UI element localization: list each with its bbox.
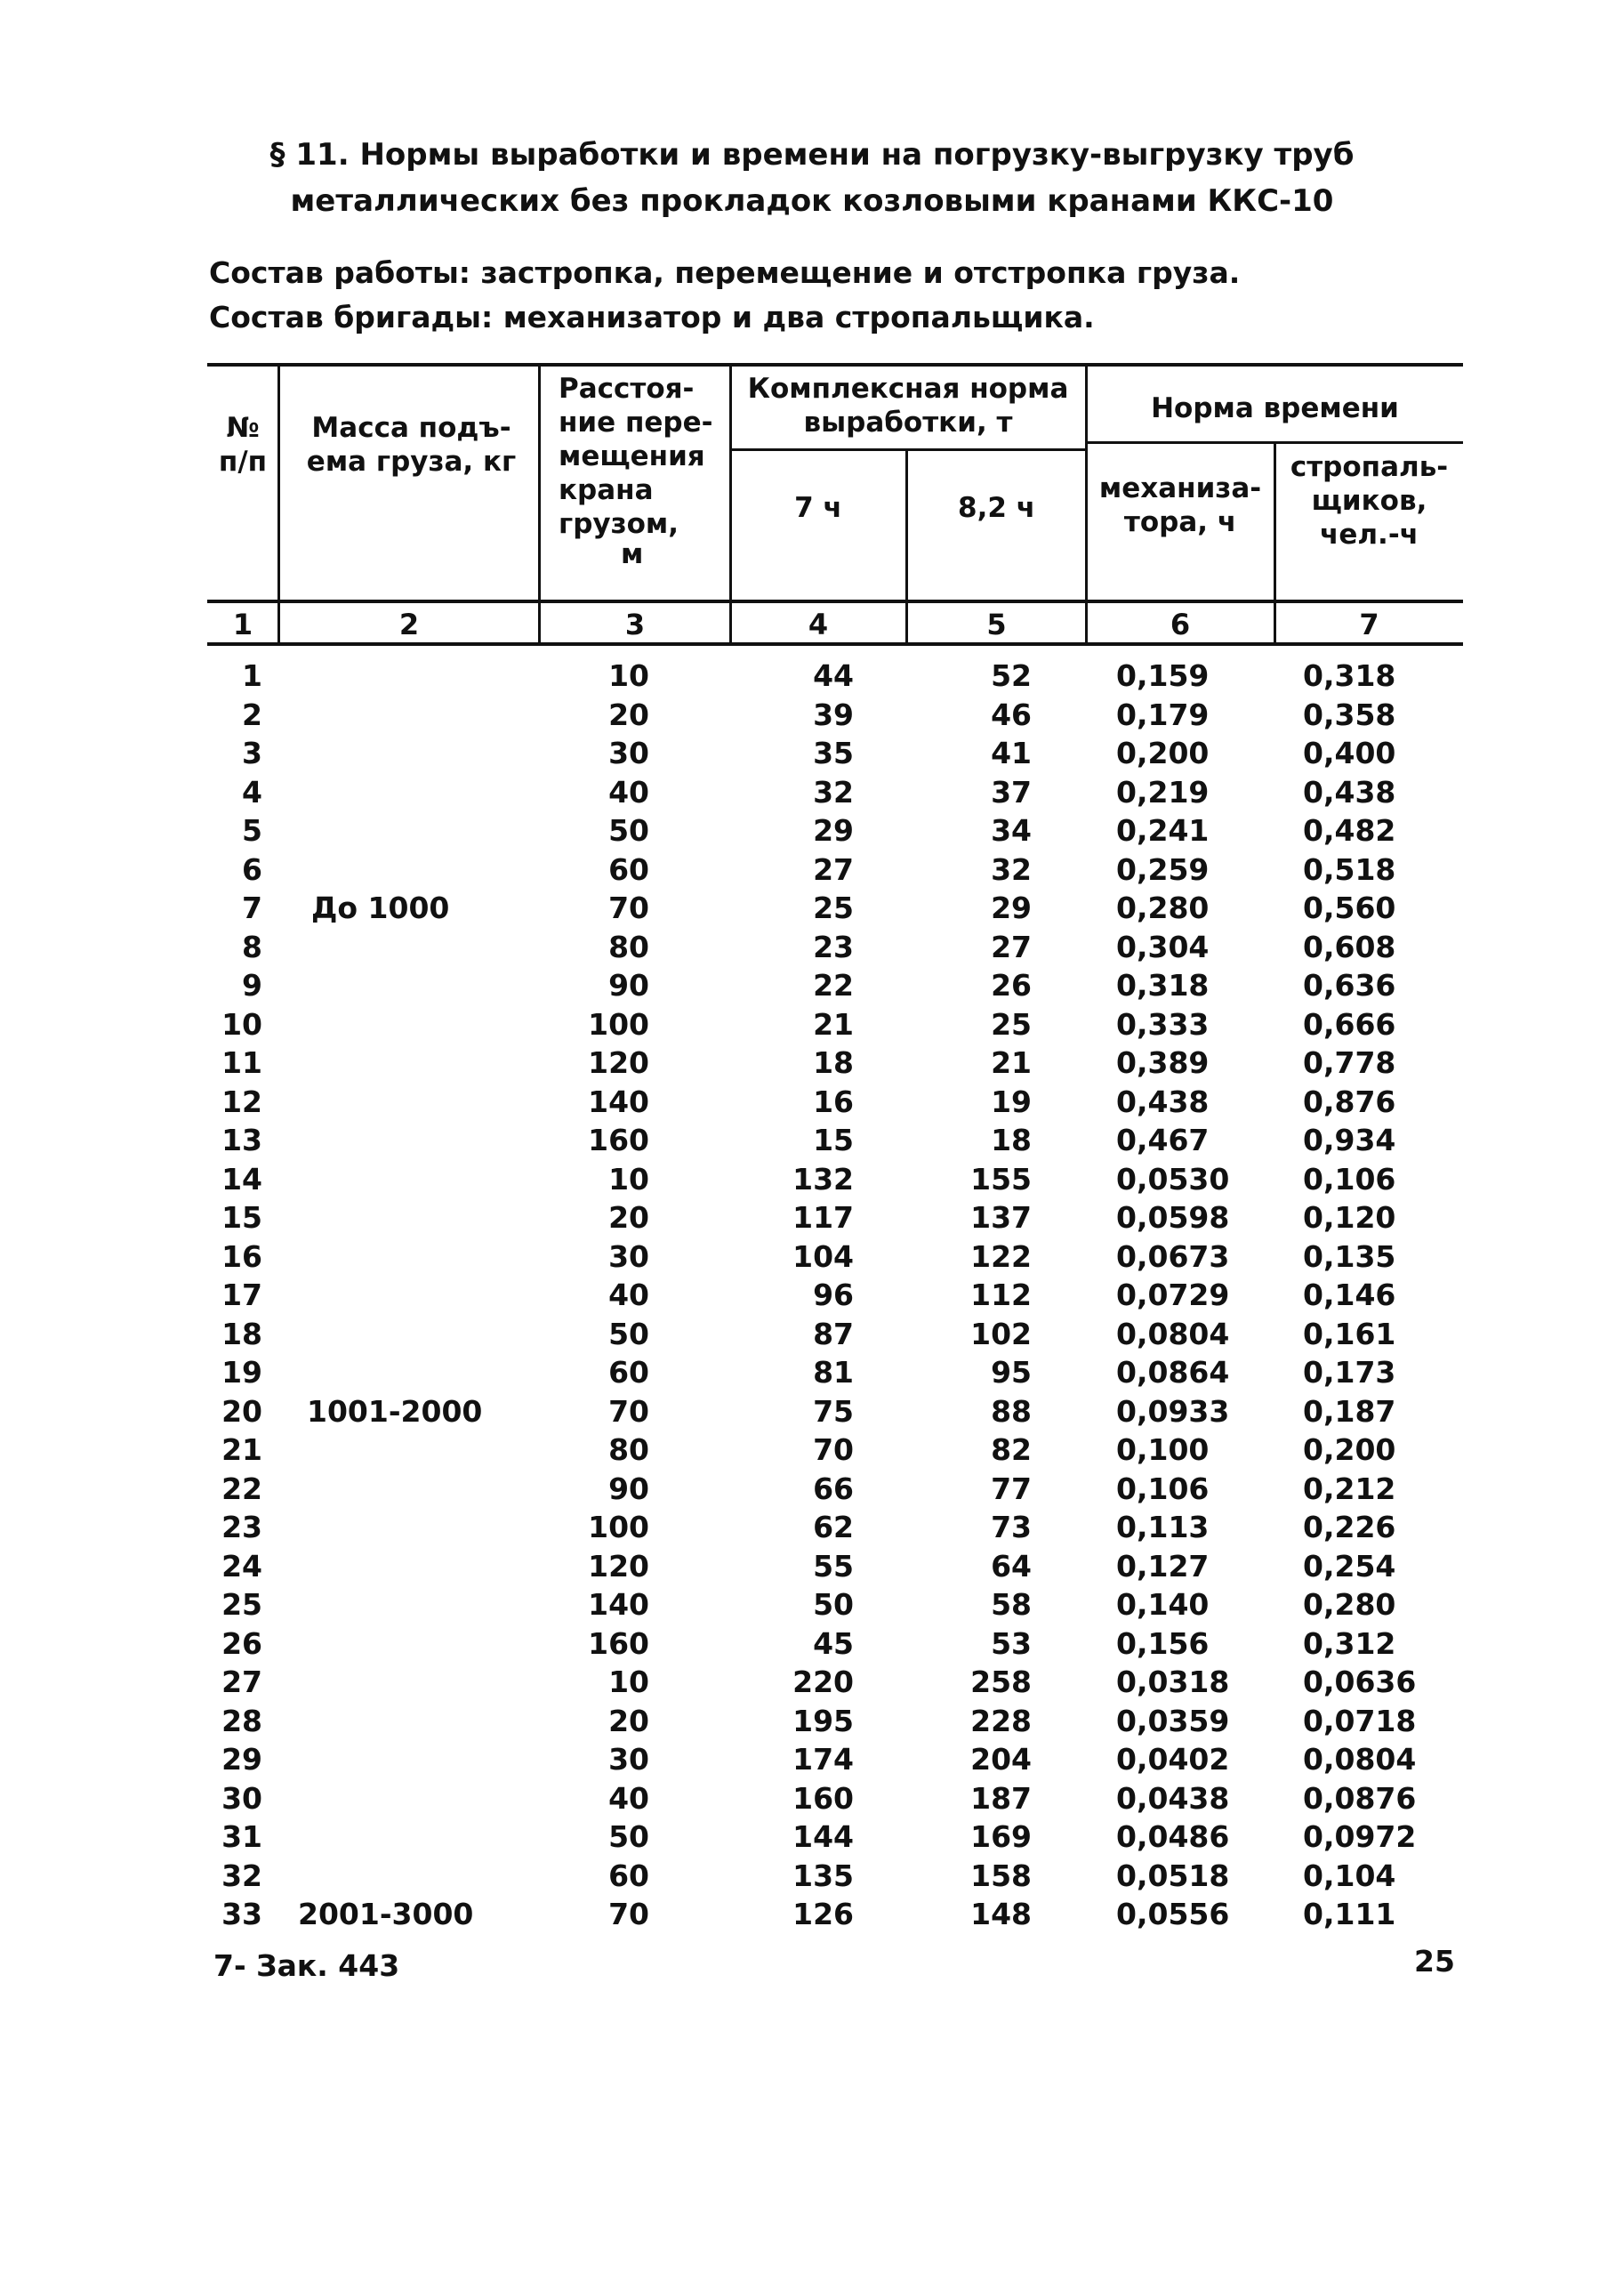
table-row — [0, 1585, 1624, 1624]
mechanic-time-cell: 0,200 — [1116, 736, 1210, 770]
distance-cell: 40 — [608, 1278, 649, 1312]
distance-cell: 30 — [608, 1742, 649, 1777]
table-row — [0, 1470, 1624, 1509]
norm-8-2h-cell: 34 — [991, 813, 1032, 848]
row-number: 28 — [221, 1703, 262, 1738]
table-row — [0, 1895, 1624, 1934]
mechanic-time-cell: 0,280 — [1116, 891, 1210, 925]
row-number: 17 — [221, 1278, 262, 1312]
riggers-time-cell: 0,438 — [1303, 774, 1396, 810]
norm-8-2h-cell: 32 — [991, 851, 1032, 887]
column-number-5: 5 — [986, 608, 1007, 641]
distance-cell: 50 — [608, 1316, 649, 1351]
riggers-time-cell: 0,560 — [1303, 891, 1396, 925]
row-number: 22 — [221, 1471, 262, 1506]
norm-7h-cell: 18 — [813, 1045, 854, 1080]
norm-8-2h-cell: 155 — [970, 1161, 1032, 1197]
mechanic-time-cell: 0,0402 — [1116, 1742, 1230, 1777]
column-number-4: 4 — [808, 608, 829, 641]
table-row — [0, 1818, 1624, 1857]
distance-cell: 120 — [588, 1045, 649, 1080]
row-number: 14 — [221, 1161, 262, 1197]
distance-cell: 30 — [608, 736, 649, 770]
work-composition-text: Состав работы: застропка, перемещение и отстропка груза. — [209, 255, 1241, 290]
table-row — [0, 850, 1624, 890]
mechanic-time-cell: 0,127 — [1116, 1548, 1210, 1584]
mechanic-time-cell: 0,0318 — [1116, 1664, 1230, 1699]
norm-7h-cell: 32 — [813, 774, 854, 810]
header-time-norm: Норма времени — [1151, 392, 1399, 424]
row-number: 2 — [242, 697, 262, 732]
mechanic-time-cell: 0,140 — [1116, 1587, 1210, 1622]
norm-8-2h-cell: 137 — [970, 1200, 1032, 1235]
row-number: 24 — [221, 1548, 262, 1584]
distance-cell: 140 — [588, 1084, 649, 1119]
riggers-time-cell: 0,876 — [1303, 1084, 1396, 1119]
distance-cell: 60 — [608, 851, 649, 887]
mechanic-time-cell: 0,0864 — [1116, 1355, 1230, 1390]
header-mechanic: механиза- тора, ч — [1098, 472, 1262, 538]
norm-8-2h-cell: 46 — [991, 697, 1032, 732]
table-row — [0, 889, 1624, 928]
riggers-time-cell: 0,200 — [1303, 1432, 1396, 1467]
table-row — [0, 1547, 1624, 1586]
mechanic-time-cell: 0,0359 — [1116, 1703, 1230, 1738]
norm-7h-cell: 22 — [813, 968, 854, 1003]
riggers-time-cell: 0,0718 — [1303, 1703, 1417, 1738]
riggers-time-cell: 0,104 — [1303, 1858, 1396, 1893]
row-number: 10 — [221, 1006, 262, 1042]
norm-7h-cell: 25 — [813, 891, 854, 925]
riggers-time-cell: 0,482 — [1303, 813, 1396, 848]
table-top-rule — [207, 363, 1463, 367]
norm-8-2h-cell: 41 — [991, 736, 1032, 770]
table-body — [0, 657, 1624, 1934]
distance-cell: 70 — [608, 1393, 649, 1429]
riggers-time-cell: 0,111 — [1303, 1897, 1396, 1931]
title-line-2: металлических без прокладок козловыми кранами ККС-10 — [290, 183, 1334, 219]
distance-cell: 60 — [608, 1858, 649, 1893]
norm-7h-cell: 45 — [813, 1625, 854, 1661]
norm-8-2h-cell: 228 — [970, 1703, 1032, 1738]
row-number: 3 — [242, 736, 262, 770]
mechanic-time-cell: 0,106 — [1116, 1471, 1210, 1506]
row-number: 31 — [221, 1819, 262, 1854]
table-row — [0, 1857, 1624, 1896]
distance-cell: 10 — [608, 658, 649, 693]
mechanic-time-cell: 0,333 — [1116, 1006, 1210, 1042]
norm-8-2h-cell: 148 — [970, 1897, 1032, 1931]
header-complex-norm: Комплексная норма выработки, т — [747, 373, 1069, 439]
title-line-1: § 11. Нормы выработки и времени на погрузку-выгрузку труб — [269, 137, 1355, 173]
norm-7h-cell: 44 — [813, 658, 854, 693]
riggers-time-cell: 0,0876 — [1303, 1780, 1417, 1816]
header-divider-2 — [538, 365, 541, 644]
header-riggers: стропаль- щиков, чел.-ч — [1290, 451, 1449, 551]
mechanic-time-cell: 0,113 — [1116, 1510, 1210, 1544]
table-row — [0, 1353, 1624, 1392]
distance-cell: 10 — [608, 1664, 649, 1699]
norm-8-2h-cell: 52 — [991, 658, 1032, 693]
page-title — [0, 132, 1624, 224]
row-number: 18 — [221, 1316, 262, 1351]
norm-7h-cell: 75 — [813, 1393, 854, 1429]
mechanic-time-cell: 0,0598 — [1116, 1200, 1230, 1235]
norm-8-2h-cell: 27 — [991, 929, 1032, 964]
distance-cell: 20 — [608, 1703, 649, 1738]
norm-7h-cell: 29 — [813, 813, 854, 848]
table-row — [0, 928, 1624, 967]
table-row — [0, 1198, 1624, 1237]
mechanic-time-cell: 0,389 — [1116, 1045, 1210, 1080]
riggers-time-cell: 0,161 — [1303, 1316, 1396, 1351]
norm-7h-cell: 117 — [792, 1200, 854, 1235]
norm-7h-cell: 27 — [813, 851, 854, 887]
riggers-time-cell: 0,226 — [1303, 1510, 1396, 1544]
mechanic-time-cell: 0,219 — [1116, 774, 1210, 810]
norm-8-2h-cell: 258 — [970, 1664, 1032, 1699]
table-row — [0, 1508, 1624, 1547]
norm-8-2h-cell: 169 — [970, 1819, 1032, 1854]
distance-cell: 160 — [588, 1123, 649, 1157]
order-number: 7- Зак. 443 — [213, 1948, 400, 1983]
mechanic-time-cell: 0,0530 — [1116, 1161, 1230, 1197]
norm-7h-cell: 96 — [813, 1278, 854, 1312]
mechanic-time-cell: 0,0486 — [1116, 1819, 1230, 1854]
row-number: 1 — [242, 658, 262, 693]
table-row — [0, 1315, 1624, 1354]
norm-8-2h-cell: 64 — [991, 1548, 1032, 1584]
row-number: 12 — [221, 1084, 262, 1119]
mechanic-time-cell: 0,241 — [1116, 813, 1210, 848]
distance-cell: 40 — [608, 774, 649, 810]
mechanic-time-cell: 0,0729 — [1116, 1278, 1230, 1312]
row-number: 33 — [221, 1897, 262, 1931]
riggers-time-cell: 0,358 — [1303, 697, 1396, 732]
row-number: 6 — [242, 851, 262, 887]
norm-7h-cell: 132 — [792, 1161, 854, 1197]
riggers-time-cell: 0,146 — [1303, 1278, 1396, 1312]
table-row — [0, 696, 1624, 735]
header-divider-1 — [277, 365, 280, 644]
row-number: 7 — [242, 891, 262, 925]
riggers-time-cell: 0,666 — [1303, 1006, 1396, 1042]
table-row — [0, 734, 1624, 773]
table-row — [0, 1276, 1624, 1315]
norm-8-2h-cell: 77 — [991, 1471, 1032, 1506]
distance-cell: 120 — [588, 1548, 649, 1584]
table-row — [0, 773, 1624, 812]
norm-8-2h-cell: 102 — [970, 1316, 1032, 1351]
riggers-time-cell: 0,135 — [1303, 1238, 1396, 1274]
table-row — [0, 1083, 1624, 1122]
norm-7h-cell: 50 — [813, 1587, 854, 1622]
norm-7h-cell: 195 — [792, 1703, 854, 1738]
norm-7h-cell: 15 — [813, 1123, 854, 1157]
norm-8-2h-cell: 58 — [991, 1587, 1032, 1622]
row-number: 25 — [221, 1587, 262, 1622]
norm-7h-cell: 160 — [792, 1780, 854, 1816]
table-row — [0, 811, 1624, 850]
norm-7h-cell: 55 — [813, 1548, 854, 1584]
column-number-6: 6 — [1170, 608, 1191, 641]
distance-cell: 60 — [608, 1355, 649, 1390]
norm-7h-cell: 16 — [813, 1084, 854, 1119]
norm-7h-cell: 21 — [813, 1006, 854, 1042]
norm-7h-cell: 87 — [813, 1316, 854, 1351]
mechanic-time-cell: 0,467 — [1116, 1123, 1210, 1157]
row-number: 15 — [221, 1200, 262, 1235]
distance-cell: 100 — [588, 1510, 649, 1544]
crew-composition-text: Состав бригады: механизатор и два стропальщика. — [209, 300, 1095, 335]
riggers-time-cell: 0,318 — [1303, 658, 1396, 693]
table-row — [0, 1160, 1624, 1199]
norm-7h-cell: 39 — [813, 697, 854, 732]
riggers-time-cell: 0,173 — [1303, 1355, 1396, 1390]
distance-cell: 90 — [608, 968, 649, 1003]
row-number: 4 — [242, 774, 262, 810]
header-complex-7h: 7 ч — [794, 492, 842, 524]
norm-8-2h-cell: 25 — [991, 1006, 1032, 1042]
distance-cell: 100 — [588, 1006, 649, 1042]
mechanic-time-cell: 0,0438 — [1116, 1780, 1230, 1816]
riggers-time-cell: 0,608 — [1303, 929, 1396, 964]
table-row — [0, 1779, 1624, 1818]
table-row — [0, 1740, 1624, 1779]
norm-8-2h-cell: 95 — [991, 1355, 1032, 1390]
norm-7h-cell: 66 — [813, 1471, 854, 1506]
distance-cell: 80 — [608, 929, 649, 964]
riggers-time-cell: 0,518 — [1303, 851, 1396, 887]
row-number: 8 — [242, 929, 262, 964]
row-number: 20 — [221, 1393, 262, 1429]
table-row — [0, 1237, 1624, 1277]
table-row — [0, 1005, 1624, 1044]
riggers-time-cell: 0,400 — [1303, 736, 1396, 770]
norm-8-2h-cell: 187 — [970, 1780, 1032, 1816]
norm-8-2h-cell: 19 — [991, 1084, 1032, 1119]
table-row — [0, 657, 1624, 696]
mechanic-time-cell: 0,100 — [1116, 1432, 1210, 1467]
mechanic-time-cell: 0,0673 — [1116, 1238, 1230, 1274]
riggers-time-cell: 0,120 — [1303, 1200, 1396, 1235]
table-row — [0, 1624, 1624, 1664]
riggers-time-cell: 0,312 — [1303, 1625, 1396, 1661]
distance-cell: 70 — [608, 1897, 649, 1931]
mechanic-time-cell: 0,179 — [1116, 697, 1210, 732]
distance-cell: 70 — [608, 891, 649, 925]
row-number: 30 — [221, 1780, 262, 1816]
row-number: 26 — [221, 1625, 262, 1661]
column-number-2: 2 — [398, 608, 420, 641]
mechanic-time-cell: 0,318 — [1116, 968, 1210, 1003]
column-number-1: 1 — [232, 608, 253, 641]
page-number: 25 — [1414, 1944, 1455, 1979]
mechanic-time-cell: 0,159 — [1116, 658, 1210, 693]
norm-8-2h-cell: 112 — [970, 1278, 1032, 1312]
mechanic-time-cell: 0,0804 — [1116, 1316, 1230, 1351]
distance-cell: 20 — [608, 697, 649, 732]
norm-8-2h-cell: 88 — [991, 1393, 1032, 1429]
distance-cell: 50 — [608, 813, 649, 848]
norm-7h-cell: 62 — [813, 1510, 854, 1544]
riggers-time-cell: 0,636 — [1303, 968, 1396, 1003]
row-number: 16 — [221, 1238, 262, 1274]
distance-cell: 80 — [608, 1432, 649, 1467]
work-composition — [209, 251, 1240, 340]
norm-7h-cell: 104 — [792, 1238, 854, 1274]
row-number: 23 — [221, 1510, 262, 1544]
norm-8-2h-cell: 18 — [991, 1123, 1032, 1157]
row-number: 11 — [221, 1045, 262, 1080]
norm-7h-cell: 174 — [792, 1742, 854, 1777]
norm-7h-cell: 35 — [813, 736, 854, 770]
row-number: 5 — [242, 813, 262, 848]
riggers-time-cell: 0,187 — [1303, 1393, 1396, 1429]
row-number: 13 — [221, 1123, 262, 1157]
norm-8-2h-cell: 21 — [991, 1045, 1032, 1080]
mechanic-time-cell: 0,0518 — [1116, 1858, 1230, 1893]
mass-group-label: 1001-2000 — [307, 1393, 483, 1429]
norm-8-2h-cell: 122 — [970, 1238, 1032, 1274]
mechanic-time-cell: 0,156 — [1116, 1625, 1210, 1661]
row-number: 21 — [221, 1432, 262, 1467]
distance-cell: 160 — [588, 1625, 649, 1661]
norm-8-2h-cell: 204 — [970, 1742, 1032, 1777]
norm-8-2h-cell: 73 — [991, 1510, 1032, 1544]
table-row — [0, 1431, 1624, 1470]
mass-group-label: 2001-3000 — [298, 1897, 474, 1931]
header-complex-8-2h: 8,2 ч — [958, 492, 1035, 524]
riggers-time-cell: 0,778 — [1303, 1045, 1396, 1080]
column-number-3: 3 — [624, 608, 646, 641]
norm-7h-cell: 23 — [813, 929, 854, 964]
norm-8-2h-cell: 53 — [991, 1625, 1032, 1661]
column-number-7: 7 — [1359, 608, 1379, 641]
row-number: 32 — [221, 1858, 262, 1893]
table-row — [0, 1044, 1624, 1083]
header-mass: Масса подъ- ема груза, кг — [306, 412, 517, 478]
norm-7h-cell: 220 — [792, 1664, 854, 1699]
mechanic-time-cell: 0,438 — [1116, 1084, 1210, 1119]
distance-cell: 30 — [608, 1238, 649, 1274]
riggers-time-cell: 0,0804 — [1303, 1742, 1417, 1777]
mechanic-time-cell: 0,0933 — [1116, 1393, 1230, 1429]
distance-cell: 20 — [608, 1200, 649, 1235]
header-distance: Расстоя- ние пере- мещения крана грузом, м — [559, 373, 713, 570]
norm-8-2h-cell: 37 — [991, 774, 1032, 810]
riggers-time-cell: 0,280 — [1303, 1587, 1396, 1622]
norm-8-2h-cell: 82 — [991, 1432, 1032, 1467]
riggers-time-cell: 0,934 — [1303, 1123, 1396, 1157]
mechanic-time-cell: 0,259 — [1116, 851, 1210, 887]
row-number: 29 — [221, 1742, 262, 1777]
riggers-time-cell: 0,106 — [1303, 1161, 1396, 1197]
riggers-time-cell: 0,212 — [1303, 1471, 1396, 1506]
norm-7h-cell: 135 — [792, 1858, 854, 1893]
norm-7h-cell: 81 — [813, 1355, 854, 1390]
mass-group-label: До 1000 — [311, 891, 450, 925]
row-number: 19 — [221, 1355, 262, 1390]
riggers-time-cell: 0,254 — [1303, 1548, 1396, 1584]
norm-8-2h-cell: 158 — [970, 1858, 1032, 1893]
table-row — [0, 1121, 1624, 1160]
mechanic-time-cell: 0,304 — [1116, 929, 1210, 964]
table-row — [0, 966, 1624, 1005]
riggers-time-cell: 0,0972 — [1303, 1819, 1417, 1854]
table-row — [0, 1392, 1624, 1431]
norm-8-2h-cell: 26 — [991, 968, 1032, 1003]
row-number: 27 — [221, 1664, 262, 1699]
distance-cell: 140 — [588, 1587, 649, 1622]
distance-cell: 50 — [608, 1819, 649, 1854]
riggers-time-cell: 0,0636 — [1303, 1664, 1417, 1699]
header-number: № п/п — [218, 412, 268, 478]
mechanic-time-cell: 0,0556 — [1116, 1897, 1230, 1931]
table-row — [0, 1663, 1624, 1702]
norm-8-2h-cell: 29 — [991, 891, 1032, 925]
table-row — [0, 1702, 1624, 1741]
norm-7h-cell: 126 — [792, 1897, 854, 1931]
norm-7h-cell: 144 — [792, 1819, 854, 1854]
distance-cell: 10 — [608, 1161, 649, 1197]
norm-7h-cell: 70 — [813, 1432, 854, 1467]
distance-cell: 90 — [608, 1471, 649, 1506]
row-number: 9 — [242, 968, 262, 1003]
distance-cell: 40 — [608, 1780, 649, 1816]
